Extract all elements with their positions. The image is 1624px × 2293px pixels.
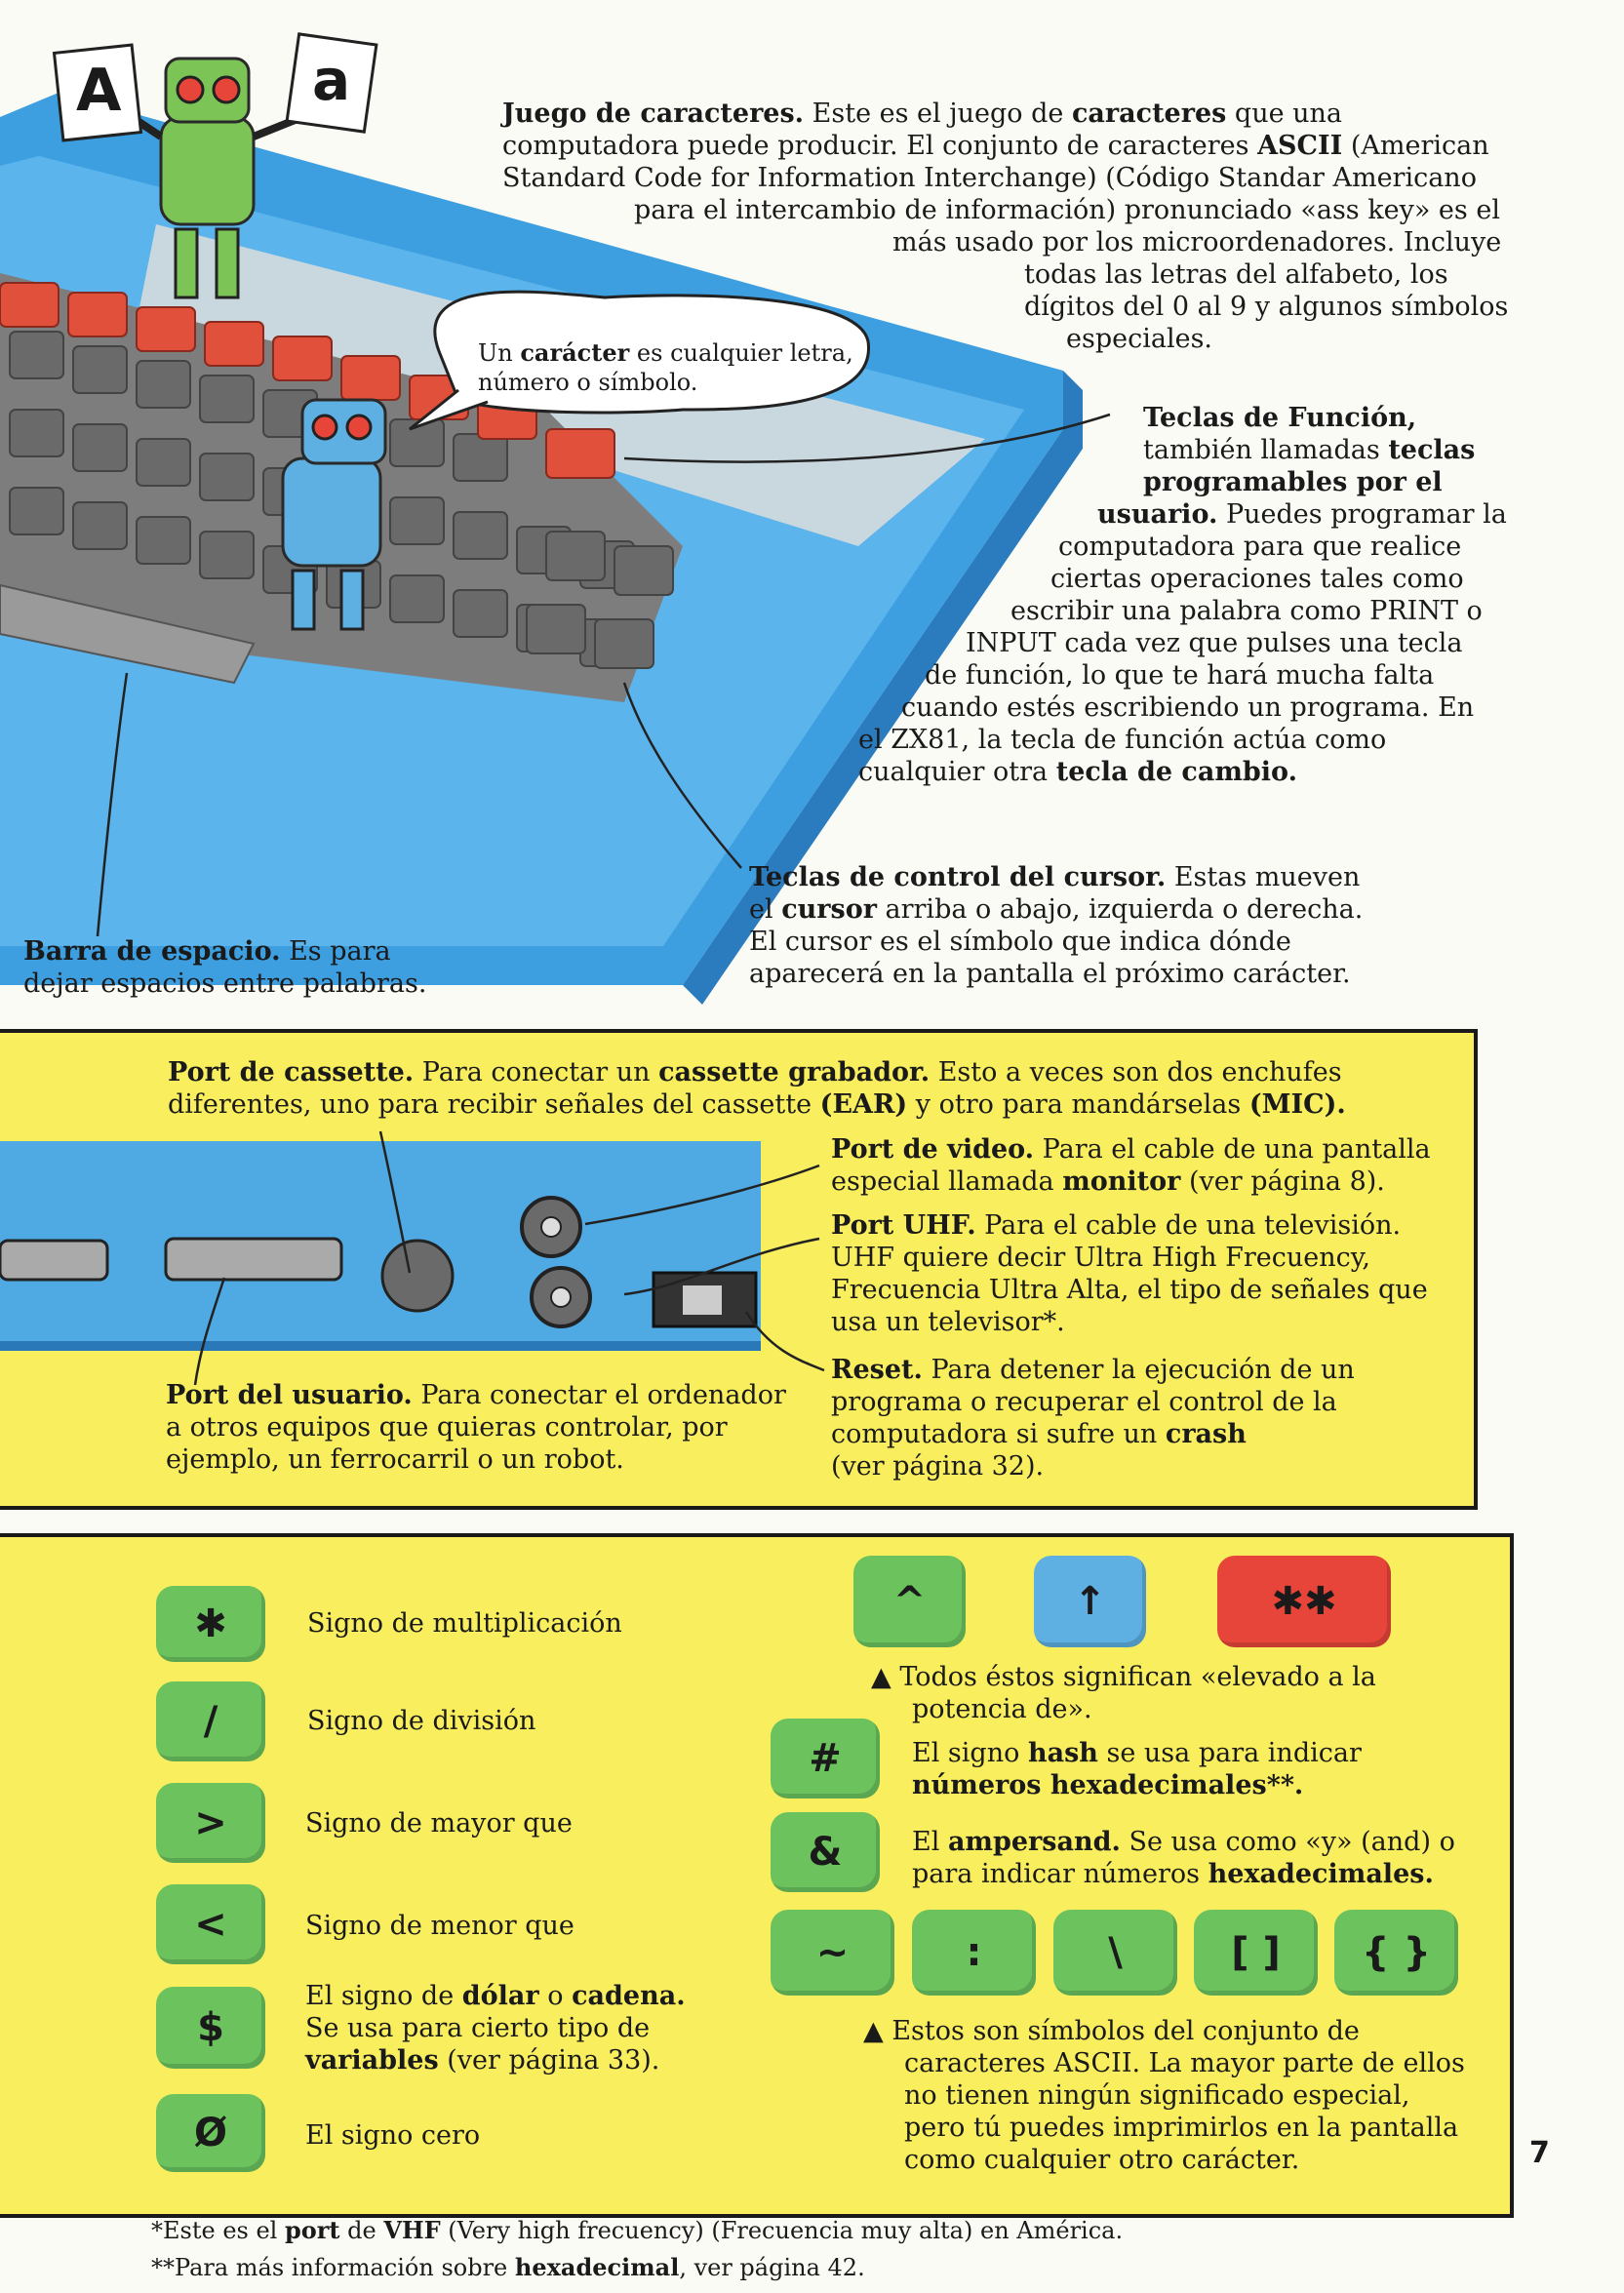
key-zero: Ø (156, 2094, 265, 2172)
teclas-cursor-text: Teclas de control del cursor. Estas mueven el cursor arriba o abajo, izquierda o derecha. El cursor es el símbolo que indica dónde aparecerá en la pantalla el próximo carácter. (749, 862, 1364, 989)
key-less-than: < (156, 1884, 265, 1964)
port-uhf-text: Port UHF. Para el cable de una televisión. UHF quiere decir Ultra High Frecuency, Frecuencia Ultra Alta, el tipo de señales que usa un televisor*. (831, 1210, 1428, 1337)
ampersand-text: El ampersand. Se usa como «y» (and) o para indicar números hexadecimales. (912, 1827, 1455, 1889)
barra-espacio-text: Barra de espacio. Es para dejar espacios entre palabras. (23, 936, 427, 999)
label-greater-than: Signo de mayor que (305, 1808, 573, 1838)
label-dollar: El signo de dólar o cadena. Se usa para cierto tipo de variables (ver página 33). (305, 1981, 686, 2076)
port-usuario-text: Port del usuario. Para conectar el ordenador a otros equipos que quieras controlar, por ejemplo, un ferrocarril o un robot. (166, 1380, 786, 1475)
page-number: 7 (1529, 2136, 1550, 2170)
card-letter-upper: A (76, 57, 122, 125)
key-multiply: ✱ (156, 1586, 265, 1662)
port-video-text: Port de video. Para el cable de una pantalla especial llamada monitor (ver página 8). (831, 1134, 1431, 1197)
label-zero: El signo cero (305, 2120, 481, 2151)
key-backslash: \ (1053, 1910, 1177, 1996)
key-up-arrow: ↑ (1034, 1556, 1146, 1647)
label-divide: Signo de división (307, 1706, 536, 1736)
speech-bubble-text: Un carácter es cualquier letra, número o símbolo. (478, 338, 853, 396)
key-tilde: ~ (771, 1910, 894, 1996)
key-divide: / (156, 1681, 265, 1761)
power-text: ▲ Todos éstos significan «elevado a la potencia de». (871, 1662, 1376, 1724)
key-double-asterisk: ✱✱ (1217, 1556, 1391, 1647)
key-ampersand: & (771, 1812, 880, 1892)
port-cassette-text: Port de cassette. Para conectar un cassette grabador. Esto a veces son dos enchufes diferentes, uno para recibir señales del cassette (EAR) y otro para mandárselas (MIC). (168, 1057, 1346, 1120)
key-dollar: $ (156, 1987, 265, 2069)
key-brackets: [ ] (1194, 1910, 1318, 1996)
footnote-hexadecimal: **Para más información sobre hexadecimal, ver página 42. (151, 2253, 865, 2281)
teclas-funcion-text: Teclas de Función, también llamadas teclas programables por el usuario. Puedes programar la computadora para que realice ciertas operaciones tales como escribir una palabra como PRINT o INPUT cada vez que pulses una tecla de función, lo que te hará mucha falta cuando estés escribiendo un programa. En el ZX81, la tecla de función actúa como cualquier otra tecla de cambio. (858, 403, 1507, 787)
key-braces: { } (1334, 1910, 1458, 1996)
label-less-than: Signo de menor que (305, 1911, 574, 1941)
footnote-vhf: *Este es el port de VHF (Very high frecuency) (Frecuencia muy alta) en América. (151, 2216, 1124, 2244)
key-colon: : (912, 1910, 1036, 1996)
hash-text: El signo hash se usa para indicar números hexadecimales**. (912, 1738, 1362, 1800)
key-hash: # (771, 1719, 880, 1799)
juego-caracteres-text: Juego de caracteres. Este es el juego de caracteres que una computadora puede producir. El conjunto de caracteres ASCII (American Standard Code for Information Interchange) (Código Standar Americano para el intercambio de información) pronunciado «ass key» es el más usado por los microordenadores. Incluye todas las letras del alfabeto, los dígitos del 0 al 9 y algunos símbolos especiales. (502, 99, 1509, 354)
key-greater-than: > (156, 1783, 265, 1863)
reset-text: Reset. Para detener la ejecución de un programa o recuperar el control de la computadora si sufre un crash (ver página 32). (831, 1355, 1355, 1482)
ascii-text: ▲ Estos son símbolos del conjunto de caracteres ASCII. La mayor parte de ellos no tienen ningún significado especial, pero tú puedes imprimirlos en la pantalla como cualquier otro carácter. (863, 2016, 1465, 2175)
key-caret: ^ (853, 1556, 966, 1647)
card-letter-lower: a (312, 47, 351, 113)
label-multiply: Signo de multiplicación (307, 1608, 622, 1639)
